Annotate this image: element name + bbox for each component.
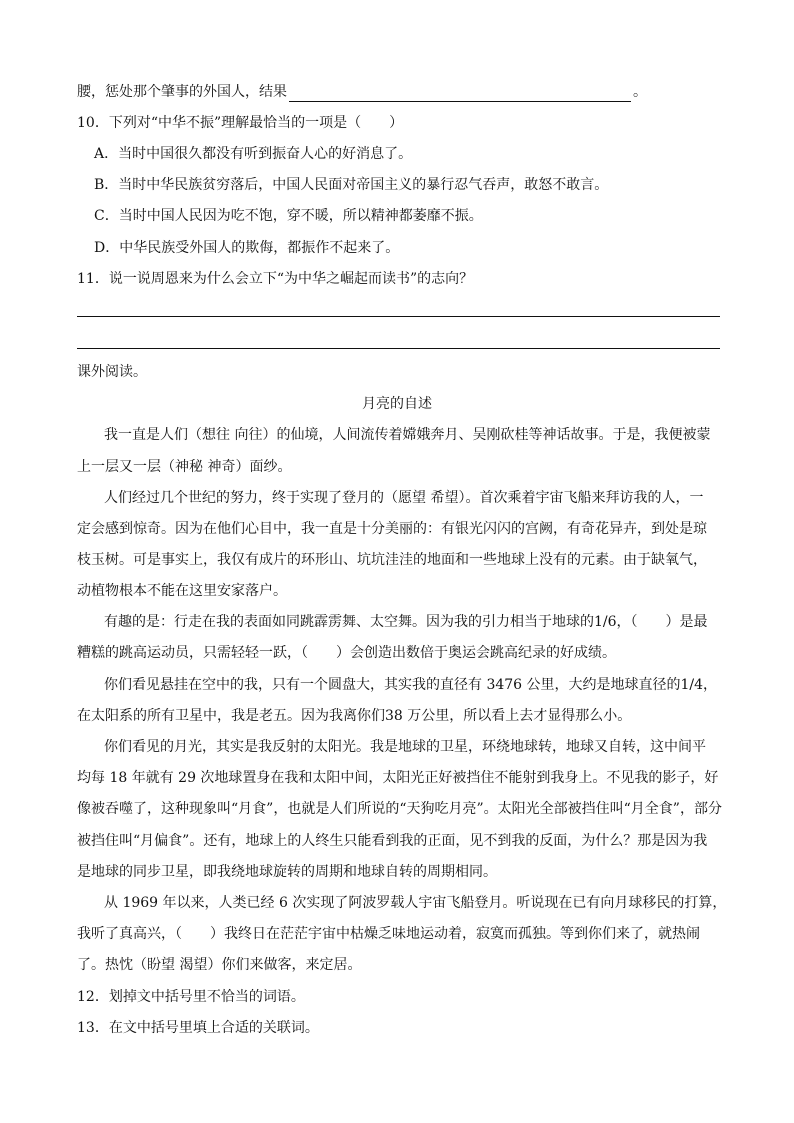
passage-line: 你们看见的月光，其实是我反射的太阳光。我是地球的卫星，环绕地球转，地球又自转，这中间平 — [104, 739, 706, 755]
passage-line: 有趣的是：行走在我的表面如同跳霹雳舞、太空舞。因为我的引力相当于地球的1/6，（ ）是最 — [104, 614, 708, 630]
passage-line: 我一直是人们（想往 向往）的仙境，人间流传着嫦娥奔月、吴刚砍桂等神话故事。于是，我便被蒙 — [104, 427, 711, 443]
passage-line: 我听了真高兴，（ ）我终日在茫茫宇宙中枯燥乏味地运动着，寂寞而孤独。等到你们来了，就热闹 — [77, 926, 700, 942]
passage-line: 在太阳系的所有卫星中，我是老五。因为我离你们38 万公里，所以看上去才显得那么小。 — [77, 708, 632, 724]
q12-stem: 12．划掉文中括号里不恰当的词语。 — [77, 989, 305, 1005]
q10-option-d[interactable]: D．中华民族受外国人的欺侮，都振作不起来了。 — [94, 240, 400, 256]
answer-blank[interactable] — [289, 87, 631, 102]
q9-text: 腰，惩处那个肇事的外国人，结果 — [77, 84, 287, 100]
passage-line: 被挡住叫“月偏食”。还有，地球上的人终生只能看到我的正面，见不到我的反面，为什么？那是因为我 — [77, 833, 708, 849]
passage-line: 从 1969 年以来，人类已经 6 次实现了阿波罗载人宇宙飞船登月。听说现在已有向月球移民的打算， — [104, 895, 727, 911]
passage-line: 动植物根本不能在这里安家落户。 — [77, 583, 287, 599]
q10-stem: 10．下列对“中华不振”理解最恰当的一项是（ ） — [77, 115, 404, 131]
q10-option-c[interactable]: C．当时中国人民因为吃不饱，穿不暖，所以精神都萎靡不振。 — [94, 208, 483, 224]
q11-stem: 11．说一说周恩来为什么会立下“为中华之崛起而读书”的志向？ — [77, 271, 474, 287]
q9-answer-line — [77, 82, 647, 102]
passage-line: 上一层又一层（神秘 神奇）面纱。 — [77, 459, 292, 475]
passage-line: 人们经过几个世纪的努力，终于实现了登月的（愿望 希望）。首次乘着宇宙飞船来拜访我的人，一 — [104, 490, 704, 506]
passage-line: 枝玉树。可是事实上，我仅有成片的环形山、坑坑洼洼的地面和一些地球上没有的元素。由于缺氧气， — [77, 552, 707, 568]
q13-stem: 13．在文中括号里填上合适的关联词。 — [77, 1020, 319, 1036]
passage-line: 你们看见悬挂在空中的我，只有一个圆盘大，其实我的直径有 3476 公里，大约是地球直径的1/4， — [104, 677, 718, 693]
passage-line: 像被吞噬了，这种现象叫“月食”，也就是人们所说的“天狗吃月亮”。太阳光全部被挡住叫“月全食”，部分 — [77, 801, 722, 817]
section-label: 课外阅读。 — [77, 364, 147, 380]
passage-line: 是地球的同步卫星，即我绕地球旋转的周期和地球自转的周期相同。 — [77, 864, 497, 880]
q11-answer-line-2[interactable] — [77, 348, 720, 349]
passage-line: 均每 18 年就有 29 次地球置身在我和太阳中间，太阳光正好被挡住不能射到我身上。不见我的影子，好 — [77, 770, 719, 786]
passage-line: 定会感到惊奇。因为在他们心目中，我一直是十分美丽的：有银光闪闪的宫阙，有奇花异卉，到处是琼 — [77, 521, 707, 537]
q9-end: 。 — [633, 84, 647, 100]
passage-line: 了。热忱（盼望 渴望）你们来做客，来定居。 — [77, 957, 362, 973]
passage-line: 糟糕的跳高运动员，只需轻轻一跃，（ ）会创造出数倍于奥运会跳高纪录的好成绩。 — [77, 645, 616, 661]
q10-option-a[interactable]: A．当时中国很久都没有听到振奋人心的好消息了。 — [94, 146, 413, 162]
q11-answer-line-1[interactable] — [77, 316, 720, 317]
q10-option-b[interactable]: B．当时中华民族贫穷落后，中国人民面对帝国主义的暴行忍气吞声，敢怒不敢言。 — [94, 177, 609, 193]
passage-title: 月亮的自述 — [362, 396, 432, 412]
